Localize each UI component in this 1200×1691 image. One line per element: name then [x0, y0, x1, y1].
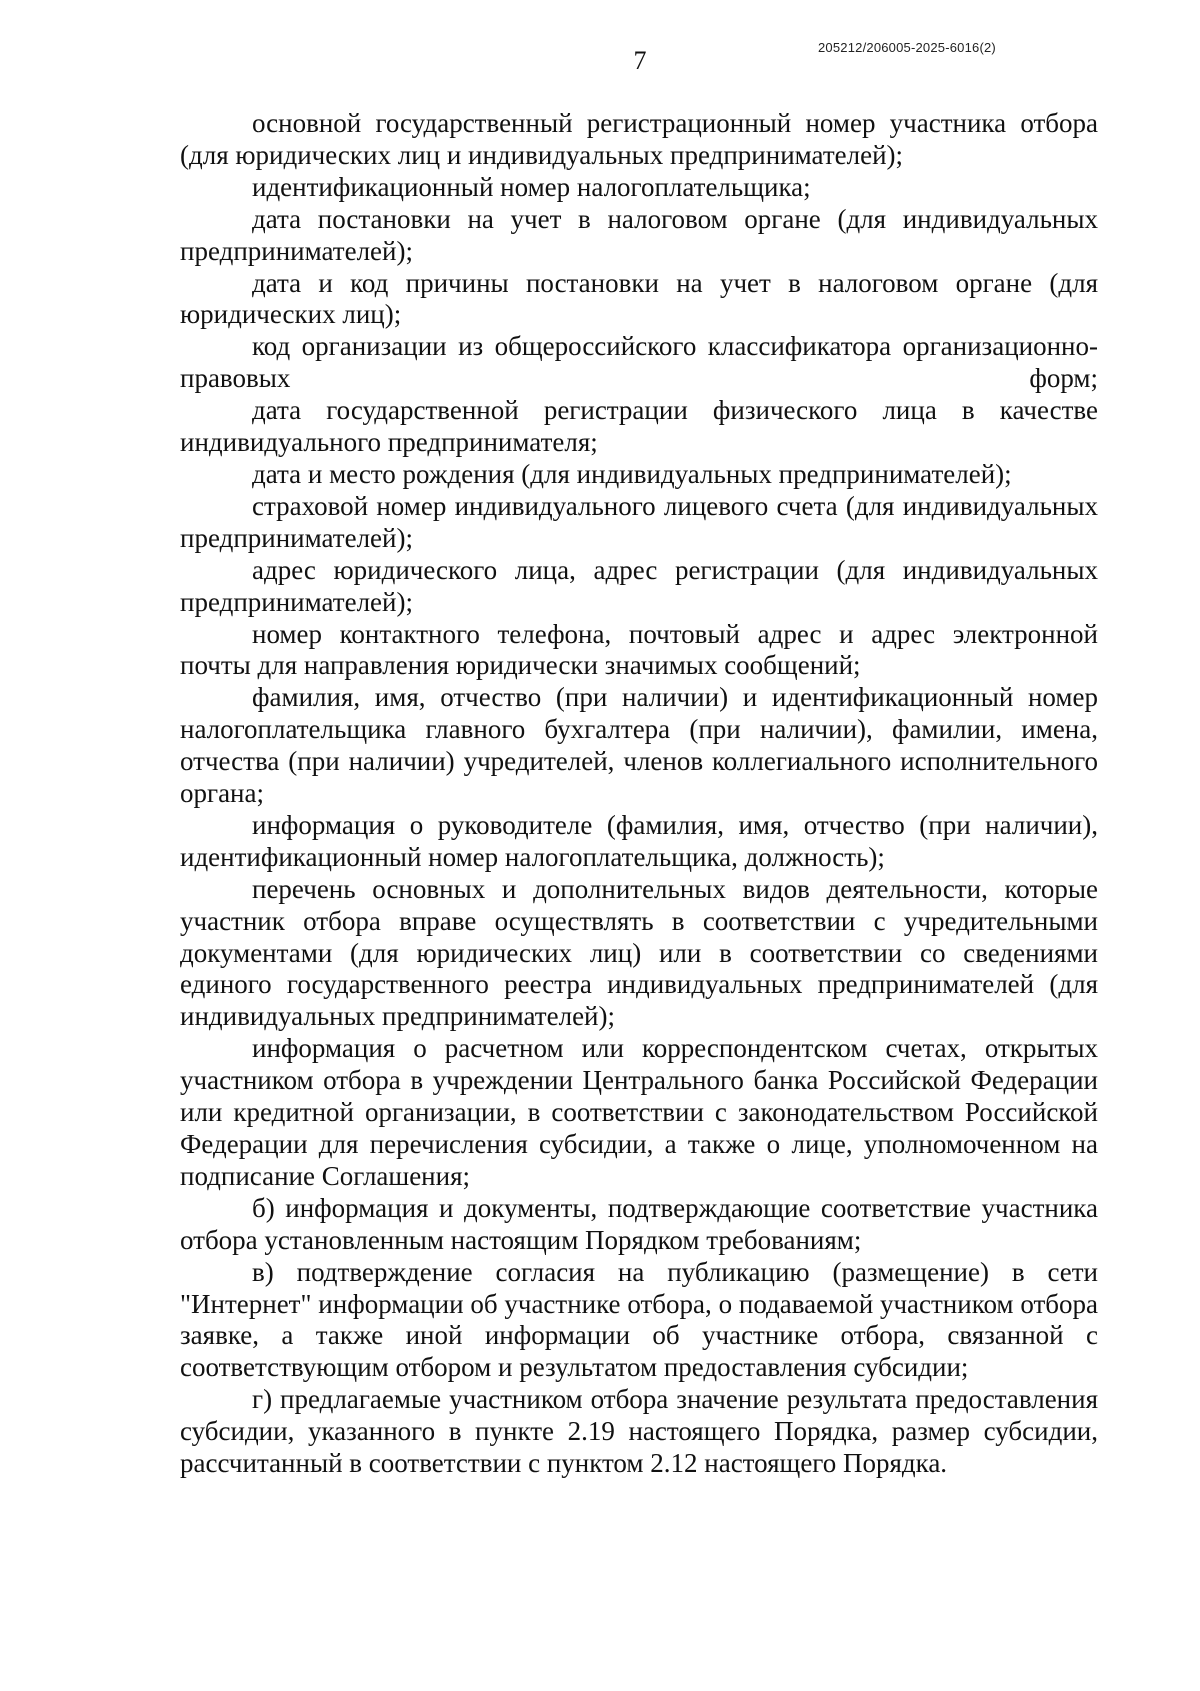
paragraph-kpp: дата и код причины постановки на учет в налоговом органе (для юридических лиц); [180, 267, 1098, 330]
paragraph-activities: перечень основных и дополнительных видов деятельности, которые участник отбора вправе осуществлять в соответствии с учредительными документами (для юридических лиц) или в соответствии со сведениями единого государственного реестра индивидуальных предпринимателей (для индивидуальных предпринимателей); [180, 873, 1098, 1032]
paragraph-birth-date-place: дата и место рождения (для индивидуальных предпринимателей); [252, 458, 1012, 489]
paragraph-contacts: номер контактного телефона, почтовый адрес и адрес электронной почты для направления юридически значимых сообщений; [180, 618, 1098, 681]
document-id: 205212/206005-2025-6016(2) [818, 40, 996, 55]
paragraph-item-b: б) информация и документы, подтверждающие соответствие участника отбора установленным настоящим Порядком требованиям; [180, 1192, 1098, 1255]
paragraph-tax-registration-date: дата постановки на учет в налоговом органе (для индивидуальных предпринимателей); [180, 203, 1098, 266]
paragraph-ip-registration-date: дата государственной регистрации физического лица в качестве индивидуального предпринимателя; [180, 395, 1098, 458]
paragraph-ogrn: основной государственный регистрационный номер участника отбора (для юридических лиц и индивидуальных предпринимателей); [180, 108, 1098, 170]
paragraph-bank-accounts: информация о расчетном или корреспондентском счетах, открытых участником отбора в учреждении Центрального банка Российской Федерации или кредитной организации, в соответствии с законодательством Российской Федерации для перечисления субсидии, а также о лице, уполномоченном на подписание Соглашения; [180, 1033, 1098, 1191]
paragraph-item-v: в) подтверждение согласия на публикацию (размещение) в сети "Интернет" информации об участнике отбора, о подаваемой участником отбора заявке, а также иной информации об участнике отбора, связанной с соответствующим отбором и результатом предоставления субсидии; [180, 1256, 1098, 1383]
page-number: 7 [633, 46, 647, 75]
paragraph-accountant-founders: фамилия, имя, отчество (при наличии) и идентификационный номер налогоплательщика главного бухгалтера (при наличии), фамилии, имена, отчества (при наличии) учредителей, членов коллегиального исполнительного органа; [180, 682, 1098, 809]
paragraph-okopf: код организации из общероссийского классификатора организационно-правовых форм; [180, 331, 1098, 394]
paragraph-inn: идентификационный номер налогоплательщика; [252, 171, 811, 202]
paragraph-item-g: г) предлагаемые участником отбора значение результата предоставления субсидии, указанного в пункте 2.19 настоящего Порядка, размер субсидии, рассчитанный в соответствии с пунктом 2.12 настоящего Порядка. [180, 1384, 1098, 1479]
paragraph-snils: страховой номер индивидуального лицевого счета (для индивидуальных предпринимателей); [180, 490, 1098, 553]
document-body [180, 108, 1098, 1480]
paragraph-director-info: информация о руководителе (фамилия, имя, отчество (при наличии), идентификационный номер налогоплательщика, должность); [180, 809, 1098, 872]
paragraph-address: адрес юридического лица, адрес регистрации (для индивидуальных предпринимателей); [180, 554, 1098, 617]
